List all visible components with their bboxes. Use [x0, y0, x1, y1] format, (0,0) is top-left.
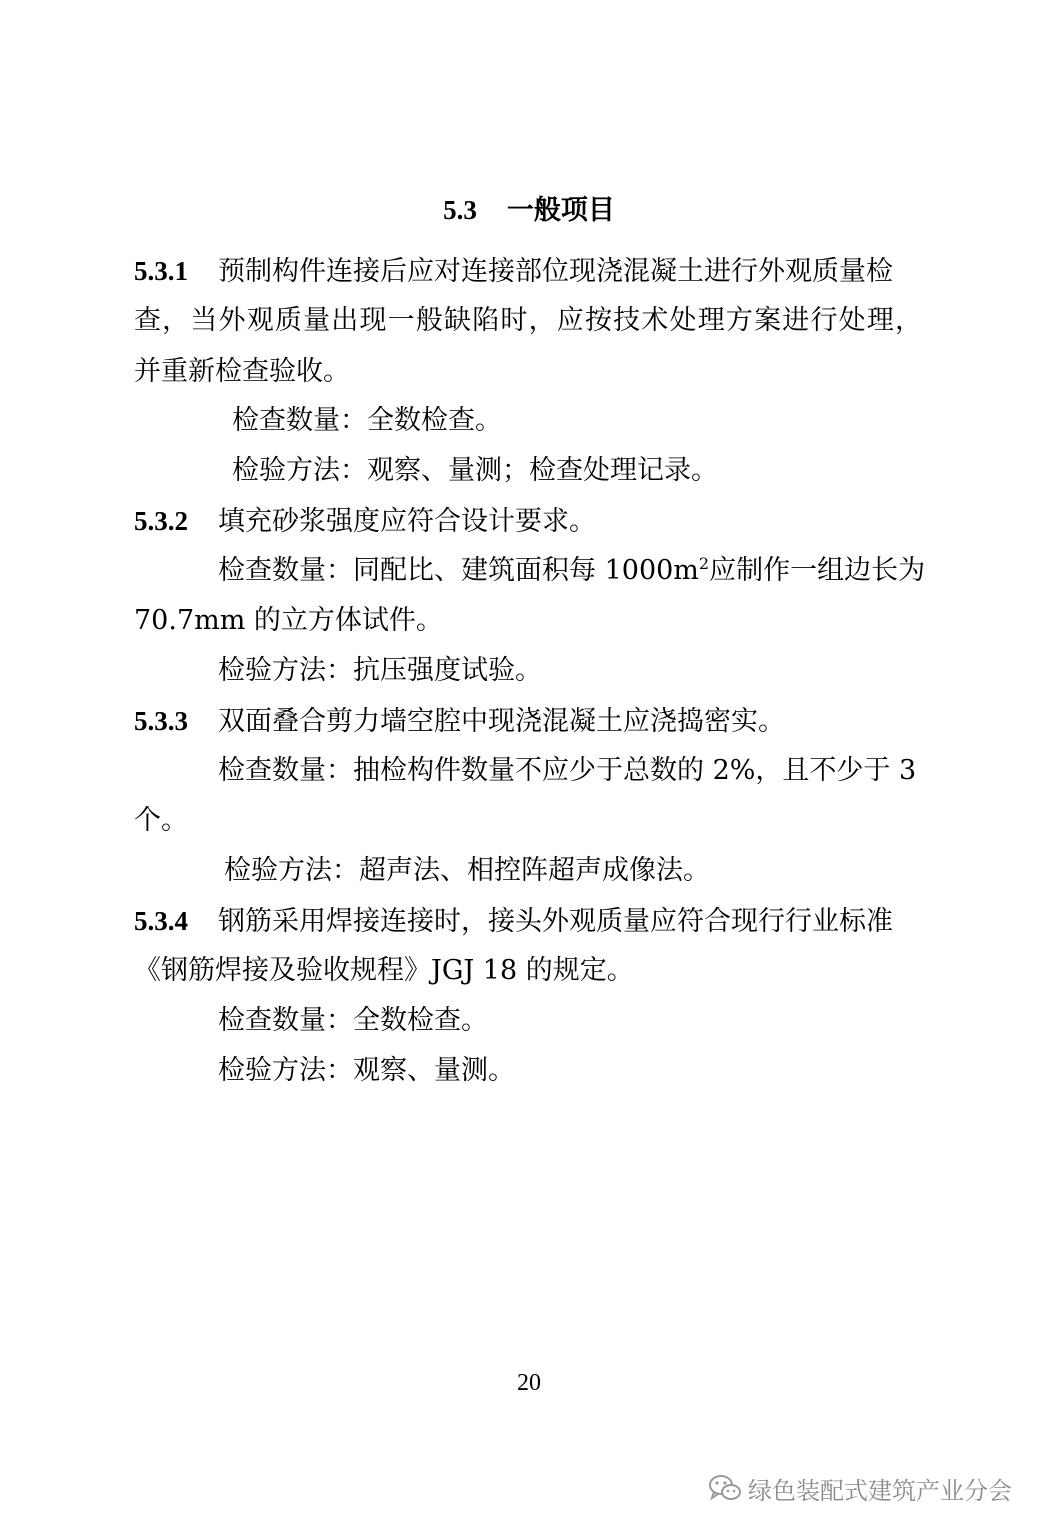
- section-number: 5.3: [443, 195, 477, 225]
- inspection-quantity: 检查数量：全数检查。: [232, 405, 502, 436]
- inspection-quantity: 检查数量：抽检构件数量不应少于总数的 2%，且不少于 3: [218, 755, 917, 786]
- section-title: [0, 188, 1058, 227]
- clause-text-line: 查，当外观质量出现一般缺陷时，应按技术处理方案进行处理，: [134, 305, 922, 336]
- clause-number: 5.3.3: [134, 706, 188, 736]
- clause-5-3-2: [134, 502, 596, 541]
- wechat-icon: [708, 1473, 742, 1503]
- watermark: [708, 1470, 1012, 1506]
- clause-number: 5.3.2: [134, 506, 188, 536]
- inspection-quantity-line: 个。: [134, 805, 188, 836]
- clause-number: 5.3.1: [134, 256, 188, 286]
- clause-5-3-3: [134, 702, 785, 741]
- clause-5-3-1: [134, 252, 893, 291]
- clause-text: 双面叠合剪力墙空腔中现浇混凝土应浇捣密实。: [218, 706, 785, 737]
- inspection-method: 检验方法：超声法、相控阵超声成像法。: [224, 855, 710, 886]
- clause-5-3-4: [134, 902, 893, 941]
- inspection-method: 检验方法：观察、量测；检查处理记录。: [232, 455, 718, 486]
- inspection-quantity: 检查数量：同配比、建筑面积每 $1000m^2$应制作一组边长为: [218, 554, 926, 586]
- inspection-quantity: 检查数量：全数检查。: [218, 1005, 488, 1036]
- clause-text: 填充砂浆强度应符合设计要求。: [218, 506, 596, 537]
- superscript: 2: [698, 554, 710, 573]
- inspection-method: 检验方法：抗压强度试验。: [218, 655, 542, 686]
- clause-text-line: 并重新检查验收。: [134, 356, 350, 387]
- clause-number: 5.3.4: [134, 906, 188, 936]
- inspection-quantity-line: 70.7mm 的立方体试件。: [134, 605, 443, 636]
- inspection-method: 检验方法：观察、量测。: [218, 1055, 515, 1086]
- section-title-text: 一般项目: [506, 195, 615, 226]
- page-number: 20: [517, 1370, 541, 1396]
- clause-text-line: 《钢筋焊接及验收规程》JGJ 18 的规定。: [134, 955, 634, 986]
- clause-text: 预制构件连接后应对连接部位现浇混凝土进行外观质量检: [218, 256, 893, 287]
- watermark-text: 绿色装配式建筑产业分会: [748, 1476, 1012, 1505]
- clause-text: 钢筋采用焊接连接时，接头外观质量应符合现行行业标准: [218, 906, 893, 937]
